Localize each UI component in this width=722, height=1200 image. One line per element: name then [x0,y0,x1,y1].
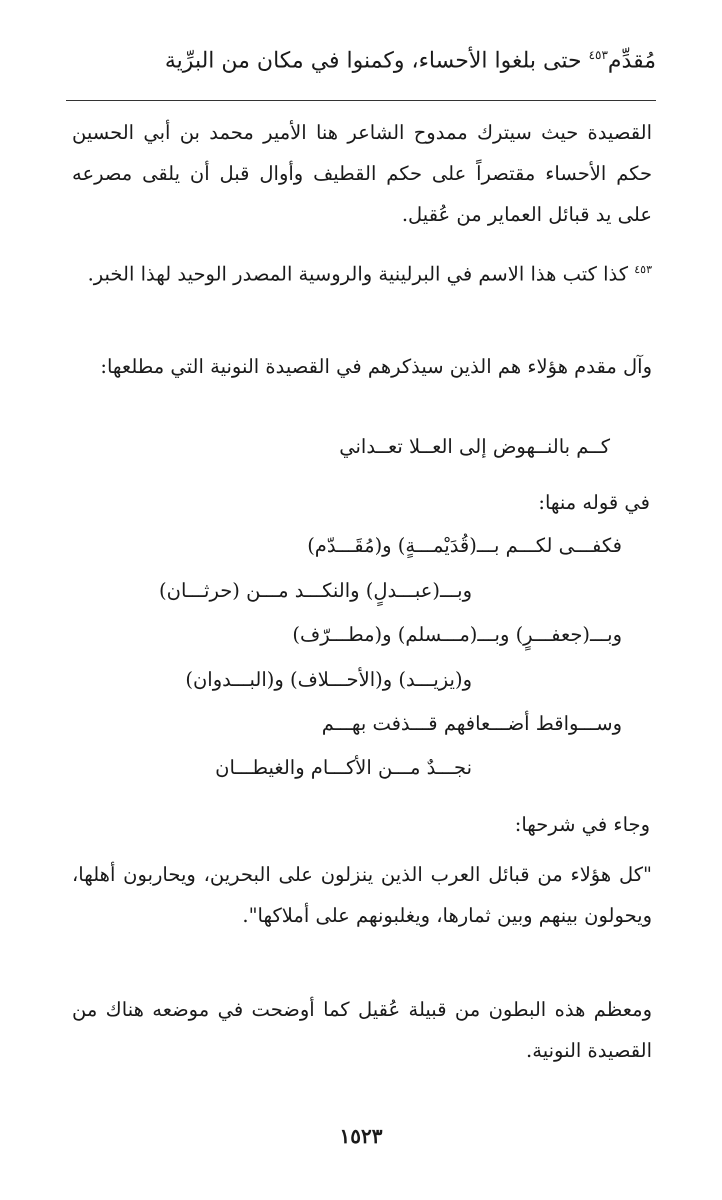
intro-commentary: وجاء في شرحها: [514,813,650,836]
quoted-commentary: "كل هؤلاء من قبائل العرب الذين ينزلون على البحرين، ويحاربون أهلها، ويحولون بينهم وبين ثمارها، ويغلبونهم على أملاكها". [72,863,652,927]
header-text-end: حتى بلغوا الأحساء، وكمنوا في مكان من البرِّية [164,48,589,74]
paragraph-3: ومعظم هذه البطون من قبيلة عُقيل كما أوضحت في موضعه هناك من القصيدة النونية. [72,998,652,1062]
page-number: ١٥٢٣ [339,1124,383,1148]
paragraph-1: القصيدة حيث سيترك ممدوح الشاعر هنا الأمير محمد بن أبي الحسين حكم الأحساء مقتصراً على حكم القطيف وأوال قبل أن يلقى مصرعه على يد قبائل العماير من عُقيل. [72,121,652,226]
verse-line-3: وبـــ(جعفـــرٍ) وبـــ(مـــسلم) و(مطـــرّف) [292,623,622,646]
header-divider [66,100,656,101]
verse-line-5: وســـواقط أضـــعافهم قـــذفت بهـــم [321,712,622,735]
intro-quote: في قوله منها: [538,491,650,514]
header-footnote-marker: ٤٥٣ [588,48,608,62]
footnote-text: كذا كتب هذا الاسم في البرلينية والروسية المصدر الوحيد لهذا الخبر. [87,262,635,286]
paragraph-2: وآل مقدم هؤلاء هم الذين سيذكرهم في القصيدة النونية التي مطلعها: [100,355,652,378]
verse-line-4: و(يزيـــد) و(الأحـــلاف) و(البـــدوان) [185,668,472,691]
header-text-start: مُقدِّم [607,48,656,74]
footnote-marker: ٤٥٣ [634,263,652,276]
verse-line-1: فكفـــى لكـــم بـــ(قُدَيْمـــةٍ) و(مُقَـــدّم) [307,534,622,557]
running-header [70,38,656,78]
verse-line-2: وبـــ(عبـــدلٍ) والنكـــد مـــن (حرثـــان) [159,579,472,602]
verse-line-6: نجـــدٌ مـــن الأكـــام والغيطـــان [215,756,472,779]
footnote [72,249,652,295]
verse-opening: كــم بالنــهوض إلى العــلا تعــداني [339,435,610,458]
